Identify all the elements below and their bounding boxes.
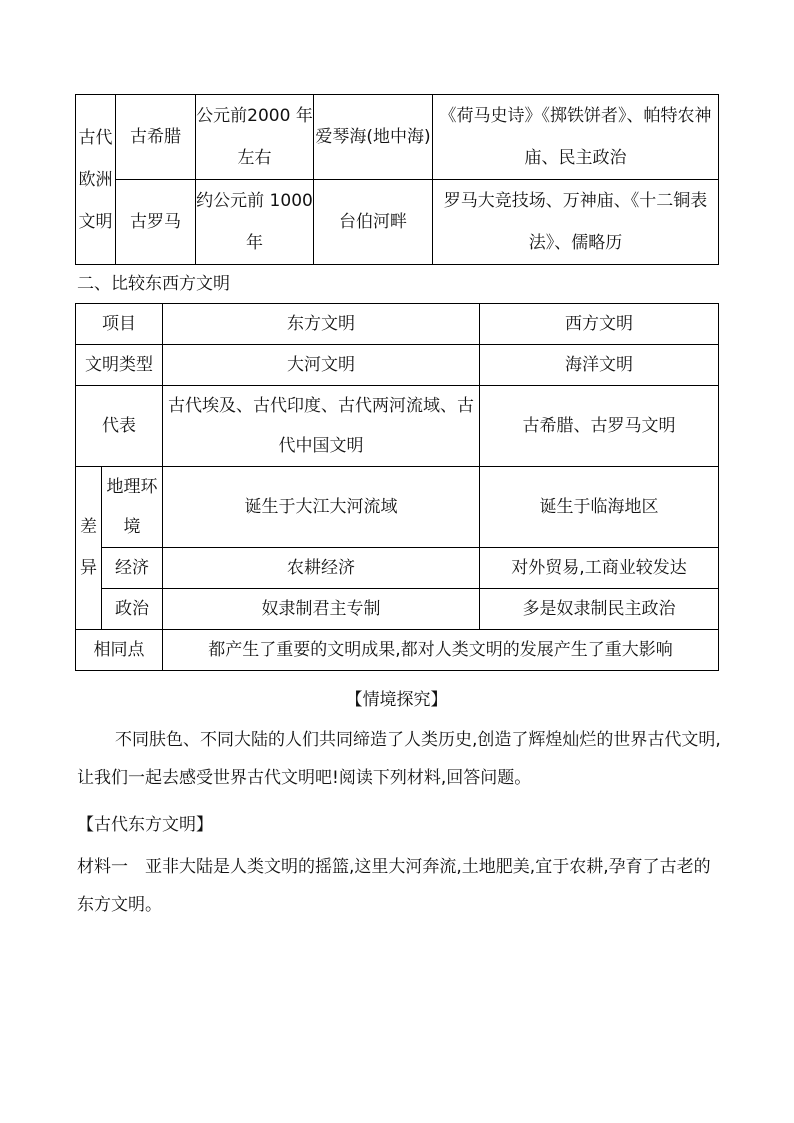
diff-label-cell: 差异 [76, 467, 102, 630]
inquiry-title: 【情境探究】 [345, 690, 448, 710]
table-row [76, 467, 719, 548]
same-point-cell: 都产生了重要的文明成果,都对人类文明的发展产生了重大影响 [163, 630, 719, 671]
table-header-row [76, 304, 719, 345]
west-cell: 古希腊、古罗马文明 [480, 386, 719, 467]
civ-time-cell: 约公元前 1000 年 [196, 180, 314, 265]
east-cell: 古代埃及、古代印度、古代两河流域、古代中国文明 [163, 386, 480, 467]
section-heading: 二、比较东西方文明 [77, 274, 230, 294]
table-row [76, 345, 719, 386]
civ-time-cell: 公元前2000 年左右 [196, 95, 314, 180]
west-cell: 多是奴隶制民主政治 [480, 589, 719, 630]
west-cell: 对外贸易,工商业较发达 [480, 548, 719, 589]
row-label-cell: 代表 [76, 386, 163, 467]
civ-achievements-cell: 《荷马史诗》《掷铁饼者》、帕特农神庙、民主政治 [433, 95, 719, 180]
west-cell: 海洋文明 [480, 345, 719, 386]
civ-name-cell: 古罗马 [116, 180, 196, 265]
row-label-cell: 经济 [102, 548, 163, 589]
table-row [76, 95, 719, 180]
table-row [76, 630, 719, 671]
table-row [76, 180, 719, 265]
civ-place-cell: 爱琴海(地中海) [314, 95, 433, 180]
east-cell: 大河文明 [163, 345, 480, 386]
table-row [76, 548, 719, 589]
west-cell: 诞生于临海地区 [480, 467, 719, 548]
east-cell: 农耕经济 [163, 548, 480, 589]
material-one-paragraph: 材料一 亚非大陆是人类文明的摇篮,这里大河奔流,土地肥美,宜于农耕,孕育了古老的东方文明。 [77, 857, 711, 915]
row-label-cell: 文明类型 [76, 345, 163, 386]
europe-civilization-table [75, 94, 719, 265]
civ-name-cell: 古希腊 [116, 95, 196, 180]
intro-paragraph: 不同肤色、不同大陆的人们共同缔造了人类历史,创造了辉煌灿烂的世界古代文明,让我们一起去感受世界古代文明吧!阅读下列材料,回答问题。 [77, 730, 721, 788]
header-east-cell: 东方文明 [163, 304, 480, 345]
row-label-cell: 政治 [102, 589, 163, 630]
table-row [76, 589, 719, 630]
header-item-cell: 项目 [76, 304, 163, 345]
east-west-comparison-table [75, 303, 719, 671]
east-cell: 诞生于大江大河流域 [163, 467, 480, 548]
row-label-cell: 地理环境 [102, 467, 163, 548]
header-west-cell: 西方文明 [480, 304, 719, 345]
east-cell: 奴隶制君主专制 [163, 589, 480, 630]
subtitle: 【古代东方文明】 [77, 815, 213, 835]
civ-achievements-cell: 罗马大竞技场、万神庙、《十二铜表法》、儒略历 [433, 180, 719, 265]
table-row [76, 386, 719, 467]
region-cell: 古代欧洲文明 [76, 95, 116, 265]
row-label-cell: 相同点 [76, 630, 163, 671]
civ-place-cell: 台伯河畔 [314, 180, 433, 265]
